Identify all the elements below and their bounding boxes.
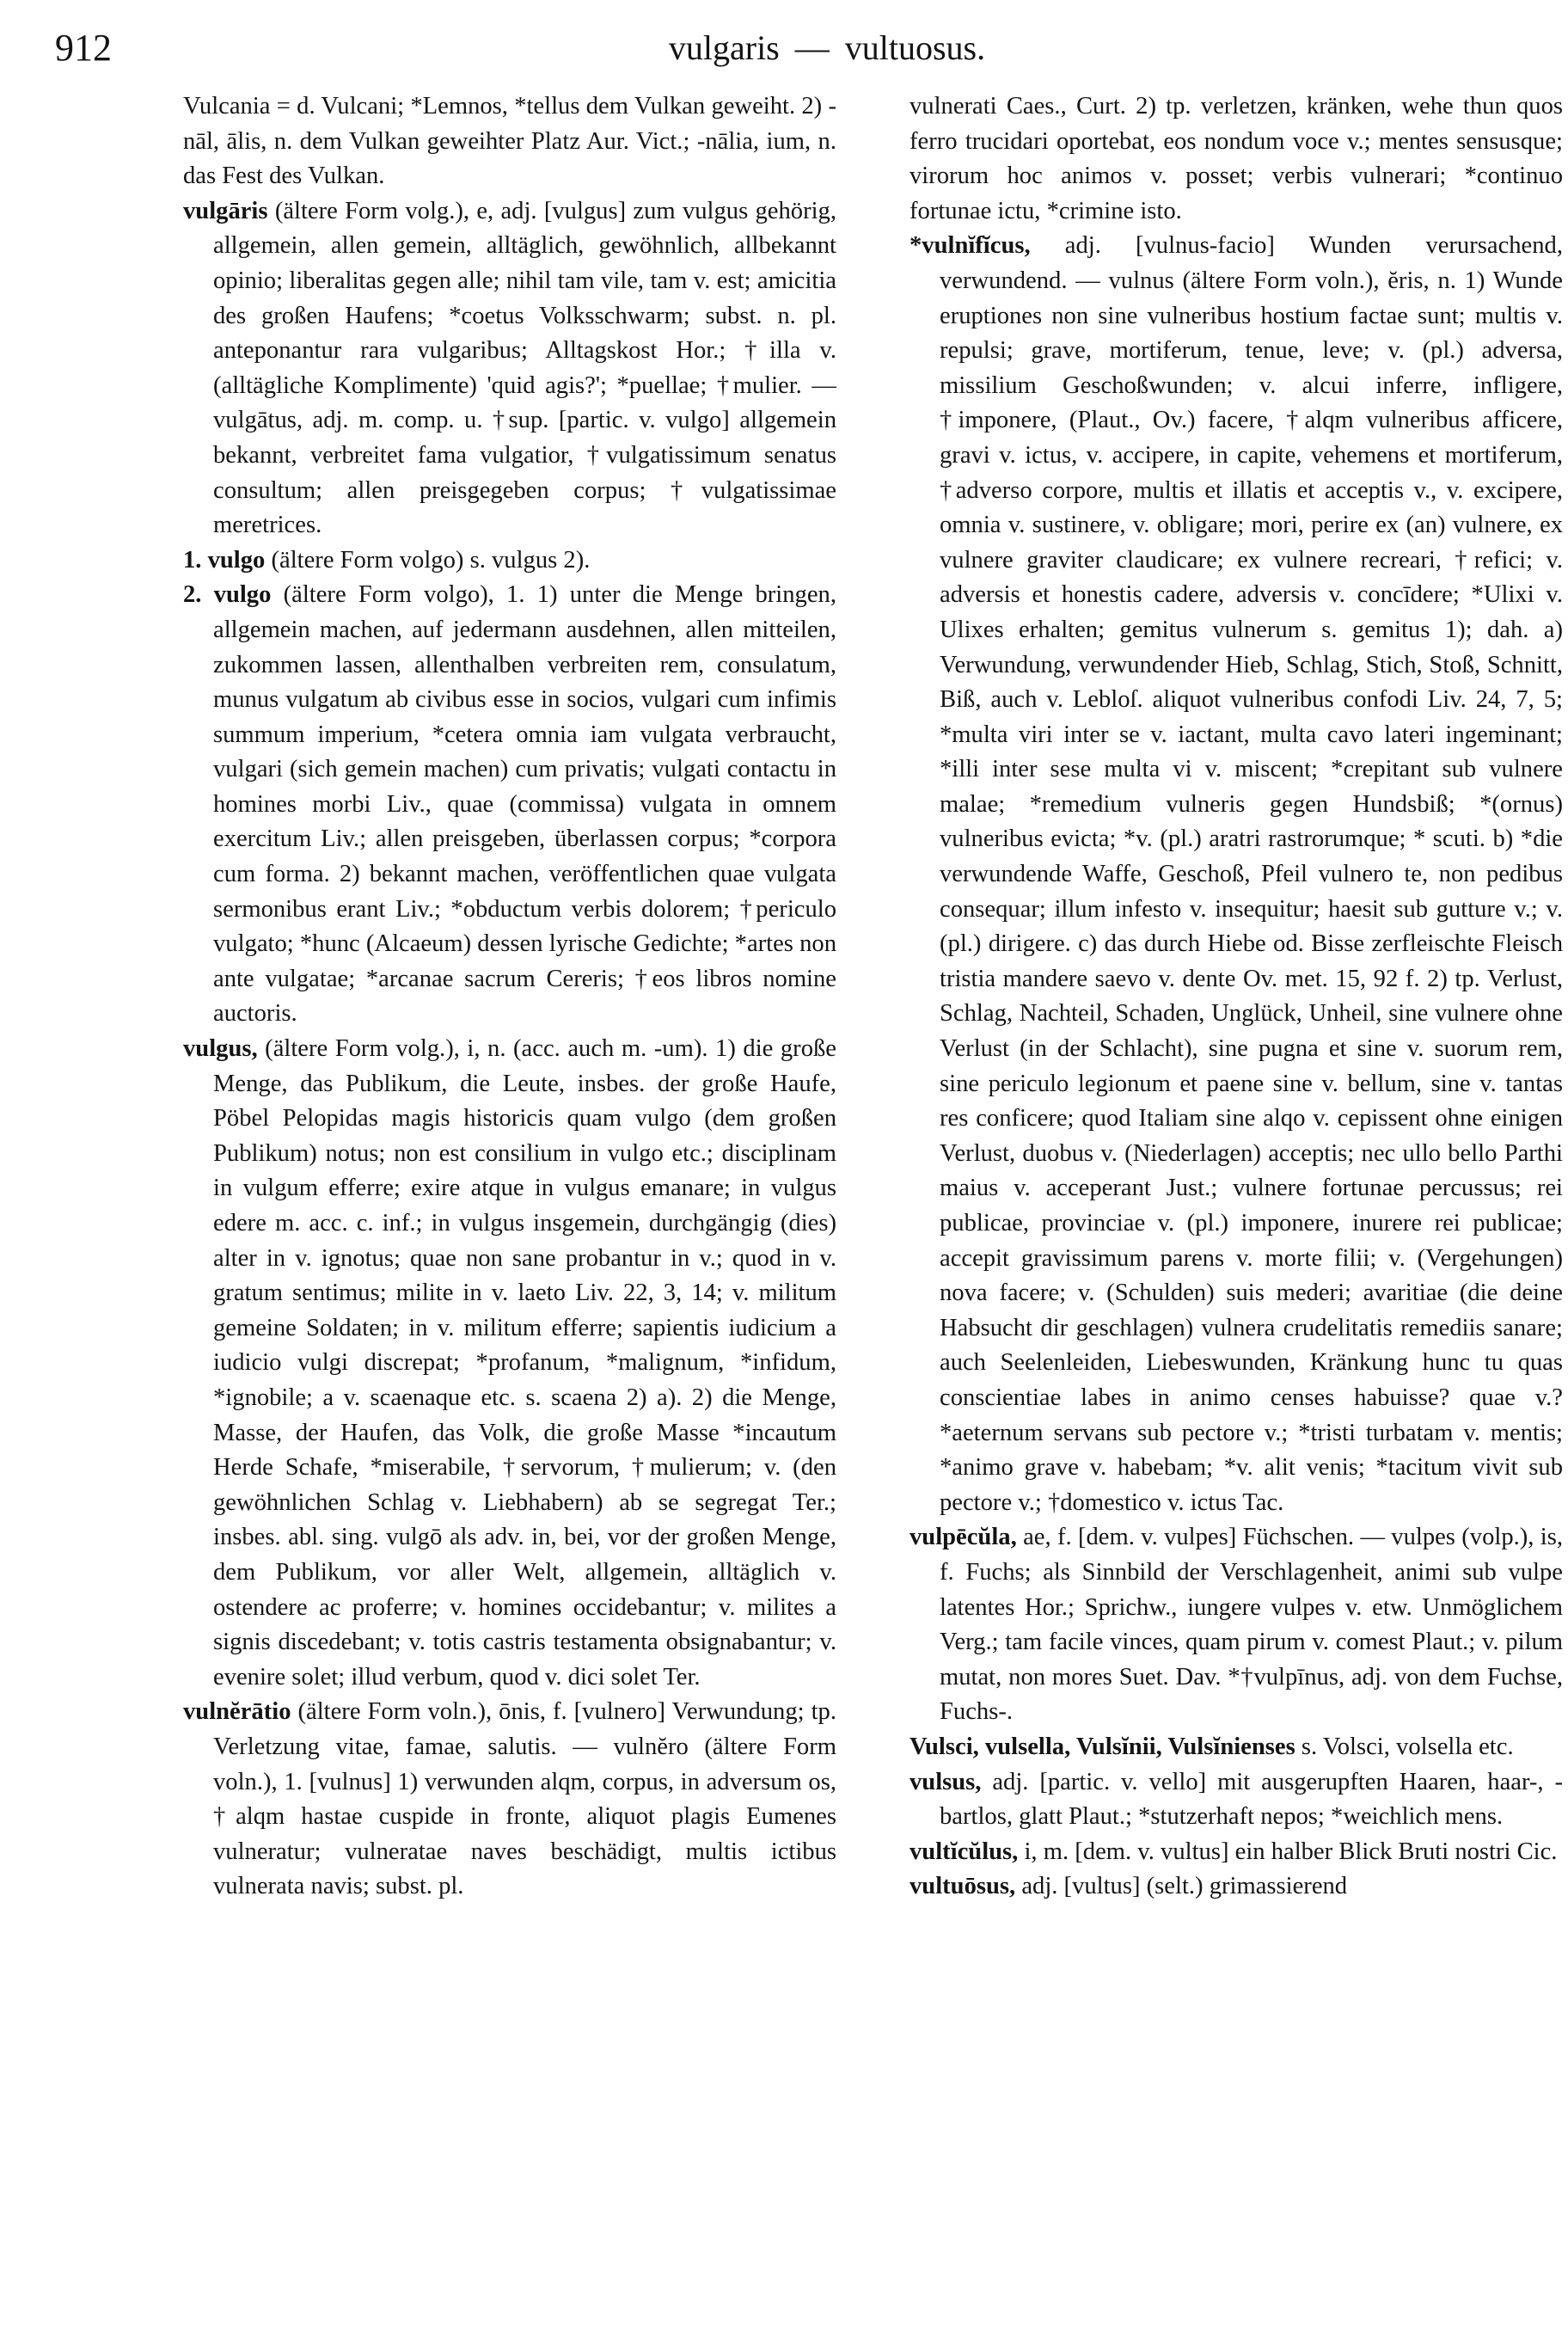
entry-headword: Vulsci, vulsella, Vulsĭnii, Vulsĭnienses	[910, 1733, 1295, 1760]
entry-definition: Vulcania = d. Vulcani; *Lemnos, *tellus dem Vulkan geweiht. 2) -nāl, ālis, n. dem Vulkan geweihter Platz Aur. Vict.; -nālia, ium, n. das Fest des Vulkan.	[183, 93, 836, 190]
entry-headword: vultĭcŭlus,	[910, 1838, 1019, 1865]
last-headword: vultuosus.	[844, 28, 986, 67]
entry-definition: i, m. [dem. v. vultus] ein halber Blick Bruti nostri Cic.	[1024, 1838, 1558, 1865]
entry-definition: (ältere Form volg.), i, n. (acc. auch m. -um). 1) die große Menge, das Publikum, die Leute, insbes. der große Haufe, Pöbel Pelopidas magis historicis quam vulgo (dem großen Publikum) notus; non est consilium in vulgo etc.; disciplinam in vulgum efferre; exire atque in vulgus emanare; in vulgus edere m. acc. c. inf.; in vulgus insgemein, durchgängig (dies) alter in v. ignotus; quae non sane probantur in v.; quod in v. gratum sentimus; milite in v. laeto Liv. 22, 3, 14; v. militum gemeine Soldaten; in v. militum efferre; sapientis iudicium a iudicio vulgi discrepat; *profanum, *malignum, *infidum, *ignobile; a v. scaenaque etc. s. scaena 2) a). 2) die Menge, Masse, der Haufen, das Volk, die große Masse *incautum Herde Schafe, *miserabile, †servorum, †mulierum; v. (den gewöhnlichen Schlag v. Liebhabern) ab se segregat Ter.; insbes. abl. sing. vulgō als adv. in, bei, vor der großen Menge, dem Publikum, vor aller Welt, allgemein, alltäglich v. ostendere ac proferre; v. homines occidebantur; v. milites a signis discedebant; v. totis castris testamenta obsignabantur; v. evenire solet; illud verbum, quod v. dici solet Ter.	[213, 1035, 836, 1691]
entry-headword: 1. vulgo	[183, 546, 266, 574]
dictionary-entry	[910, 1869, 1563, 1905]
dictionary-entry	[910, 1835, 1563, 1870]
dictionary-entry	[183, 194, 836, 543]
dictionary-entry	[910, 89, 1563, 229]
entry-definition: (ältere Form voln.), ōnis, f. [vulnero] Verwundung; tp. Verletzung vitae, famae, salutis. — vulnĕro (ältere Form voln.), 1. [vulnus] 1) verwunden alqm, corpus, in adversum os, †alqm hastae cuspide in fronte, aliquot plagis Eumenes vulneratur; vulneratae naves beschädigt, multis ictibus vulnerata navis; subst. pl.	[213, 1698, 836, 1900]
dictionary-entry	[910, 1520, 1563, 1730]
entry-headword: vultuōsus,	[910, 1873, 1016, 1900]
dictionary-entry	[183, 1695, 836, 1905]
dictionary-entry	[183, 578, 836, 1032]
entry-definition: (ältere Form volg.), e, adj. [vulgus] zum vulgus gehörig, allgemein, allen gemein, alltäglich, gewöhnlich, allbekannt opinio; liberalitas gegen alle; nihil tam vile, tam v. est; amicitia des großen Haufens; *coetus Volksschwarm; subst. n. pl. anteponantur rara vulgaribus; Alltagskost Hor.; †illa v. (alltägliche Komplimente) 'quid agis?'; *puellae; †mulier. — vulgātus, adj. m. comp. u. †sup. [partic. v. vulgo] allgemein bekannt, verbreitet fama vulgatior, †vulgatissimum senatus consultum; allen preisgegeben corpus; †vulgatissimae meretrices.	[213, 197, 836, 539]
dictionary-entry	[183, 1032, 836, 1695]
first-headword: vulgaris	[668, 28, 780, 67]
entry-headword: *vulnĭfĭcus,	[910, 232, 1031, 260]
dictionary-entry	[910, 1765, 1563, 1835]
entry-definition: ae, f. [dem. v. vulpes] Füchschen. — vulpes (volp.), is, f. Fuchs; als Sinnbild der Verschlagenheit, animi sub vulpe latentes Hor.; Sprichw., iungere vulpes v. etw. Unmöglichem Verg.; tam facile vinces, quam pirum v. comest Plaut.; v. pilum mutat, non mores Suet. Dav. *†vulpīnus, adj. von dem Fuchse, Fuchs-.	[940, 1524, 1563, 1726]
headword-range	[55, 21, 1522, 76]
dictionary-entry	[183, 543, 836, 579]
page-number: 912	[55, 27, 112, 69]
running-head	[55, 21, 1522, 76]
dictionary-entry	[910, 1730, 1563, 1765]
entry-definition: s. Volsci, volsella etc.	[1301, 1733, 1514, 1760]
right-column	[910, 89, 1563, 2317]
left-column	[183, 89, 836, 2317]
dictionary-entry	[910, 229, 1563, 1520]
entry-definition: adj. [vultus] (selt.) grimassierend	[1021, 1873, 1348, 1900]
entry-headword: vulsus,	[910, 1768, 982, 1795]
entry-headword: vulnĕrātio	[183, 1698, 291, 1726]
entry-headword: vulpēcŭla,	[910, 1524, 1017, 1551]
headword-separator: —	[794, 28, 830, 67]
entry-definition: (ältere Form volgo), 1. 1) unter die Menge bringen, allgemein machen, auf jedermann ausdehnen, allen mitteilen, zukommen lassen, allenthalben verbreiten rem, consulatum, munus vulgatum ab civibus esse in socios, vulgari cum infimis summum imperium, *cetera omnia iam vulgata verbraucht, vulgari (sich gemein machen) cum privatis; vulgati contactu in homines morbi Liv., quae (commissa) vulgata in omnem exercitum Liv.; allen preisgeben, überlassen corpus; *corpora cum forma. 2) bekannt machen, veröffentlichen quae vulgata sermonibus erant Liv.; *obductum verbis dolorem; †periculo vulgato; *hunc (Alcaeum) dessen lyrische Gedichte; *artes non ante vulgatae; *arcanae sacrum Cereris; †eos libros nomine auctoris.	[213, 581, 836, 1028]
entry-definition: adj. [vulnus-facio] Wunden verursachend, verwundend. — vulnus (ältere Form voln.), ĕris, n. 1) Wunde eruptiones non sine vulneribus hostium factae sunt; multis v. repulsi; grave, mortiferum, tenue, leve; v. (pl.) adversa, missilium Geschoßwunden; v. alcui inferre, infligere, †imponere, (Plaut., Ov.) facere, †alqm vulneribus afficere, gravi v. ictus, v. accipere, in capite, vehemens et mortiferum, †adverso corpore, multis et illatis et acceptis v., v. excipere, omnia v. sustinere, v. obligare; mori, perire ex (an) vulnere, ex vulnere graviter claudicare; ex vulnere recreari, †refici; v. adversis et honestis cadere, adversis v. concīdere; *Ulixi v. Ulixes erhalten; gemitus vulnerum s. gemitus 1); dah. a) Verwundung, verwundender Hieb, Schlag, Stich, Stoß, Schnitt, Biß, auch v. Lebloſ. aliquot vulneribus confodi Liv. 24, 7, 5; *multa viri inter se v. iactant, multa cavo lateri ingeminant; *illi inter sese multa vi v. miscent; *crepitant sub vulnere malae; *remedium vulneris gegen Hundsbiß; *(ornus) vulneribus evicta; *v. (pl.) aratri rastrorumque; * scuti. b) *die verwundende Waffe, Geschoß, Pfeil vulnero te, non pedibus consequar; illum infesto v. insequitur; haesit sub gutture v.; v. (pl.) dirigere. c) das durch Hiebe od. Bisse zerfleischte Fleisch tristia mandere saevo v. dente Ov. met. 15, 92 f. 2) tp. Verlust, Schlag, Nachteil, Schaden, Unglück, Unheil, sine vulnere ohne Verlust (in der Schlacht), sine pugna et sine v. suorum rem, sine periculo legionum et paene sine v. bellum, sine v. tantas res conficere; quod Italiam sine alqo v. cepissent ohne einigen Verlust, duobus v. (Niederlagen) acceptis; nec ullo bello Parthi maius v. acceperant Just.; vulnere fortunae percussus; rei publicae, provinciae v. (pl.) imponere, inurere rei publicae; accepit gravissimum parens v. morte filii; v. (Vergehungen) nova facere; v. (Schulden) suis mederi; avaritiae (die deine Habsucht dir geschlagen) vulnera crudelitatis remediis sanare; auch Seelenleiden, Liebeswunden, Kränkung hunc tu quas conscientiae labes in animo censes habuisse? quae v.? *aeternum servans sub pectore v.; *tristi turbatam v. mentis; *animo grave v. habebam; *v. alit venis; *tacitum vivit sub pectore v.; †domestico v. ictus Tac.	[940, 232, 1563, 1516]
entry-definition: adj. [partic. v. vello] mit ausgerupften Haaren, haar-, -bartlos, glatt Plaut.; *stutzerhaft nepos; *weichlich mens.	[940, 1768, 1563, 1831]
entry-definition: (ältere Form volgo) s. vulgus 2).	[271, 546, 591, 574]
entry-definition: vulnerati Caes., Curt. 2) tp. verletzen, kränken, wehe thun quos ferro trucidari oportebat, eos nondum voce v.; mentes sensusque; virorum hoc animos v. posset; verbis vulnerari; *continuo fortunae ictu, *crimine isto.	[910, 93, 1563, 224]
entry-headword: 2. vulgo	[183, 581, 272, 609]
entry-headword: vulgus,	[183, 1035, 258, 1063]
entry-headword: vulgāris	[183, 197, 268, 224]
dictionary-entry	[183, 89, 836, 194]
